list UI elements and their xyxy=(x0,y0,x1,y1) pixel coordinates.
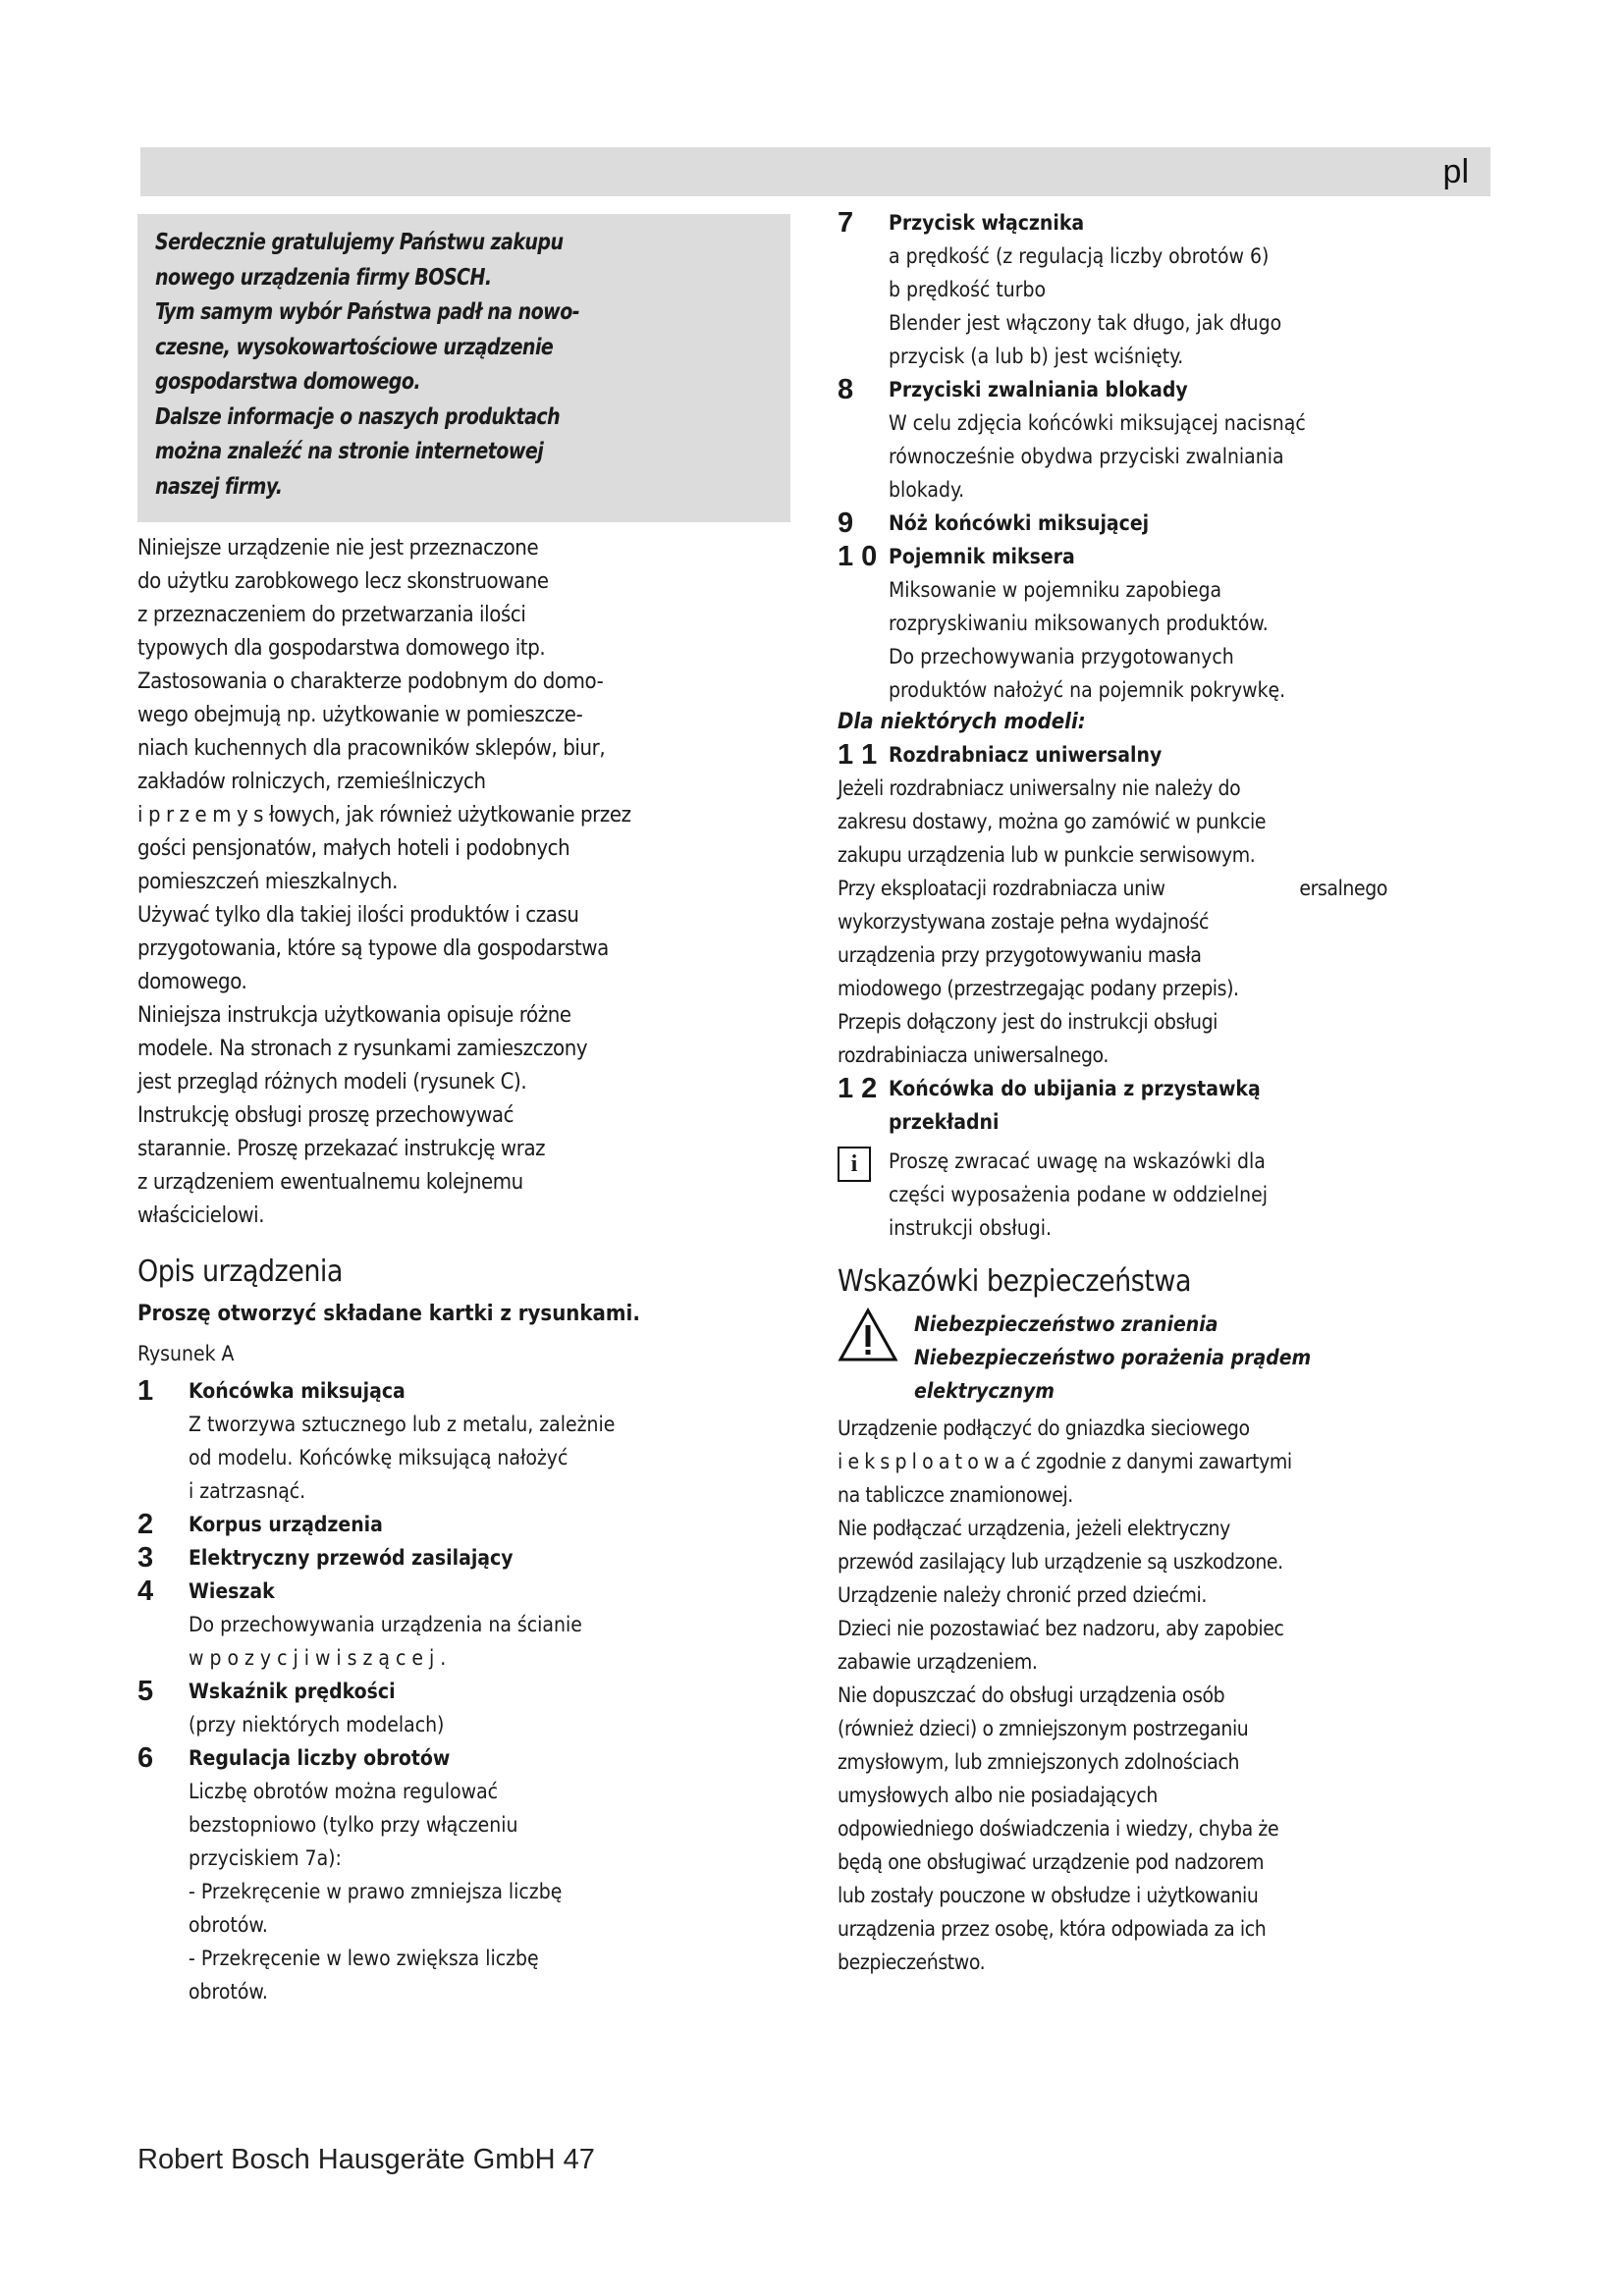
chopper-usage-paragraph: wykorzystywana zostaje pełna wydajność urządzenia przy przygotowywaniu masła miodowego (przestrzegając podany przepis). Przepis dołączony jest do instrukcji obsługi rozdrabiniacza uniwersalnego. xyxy=(838,910,1239,1067)
intro-line: Tym samym wybór Państwa padł na nowo- xyxy=(155,299,580,325)
intro-line: nowego urządzenia firmy BOSCH. xyxy=(155,264,492,291)
list-item xyxy=(838,1072,1490,1139)
item-number: 1 0 xyxy=(838,541,878,572)
intro-line: czesne, wysokowartościowe urządzenie xyxy=(155,334,554,360)
warning-triangle-icon xyxy=(838,1308,898,1362)
list-item xyxy=(137,1508,790,1541)
language-header-bar xyxy=(140,147,1490,196)
safety-paragraph-supervision: Nie dopuszczać do obsługi urządzenia osób (również dzieci) o zmniejszonym postrzeganiu zmysłowym, lub zmniejszonych zdolnościach umysłowych albo nie posiadających odpowiedniego doświadczenia i wiedzy, chyba że będą one obsługiwać urządzenie pod nadzorem lub zostały pouczone w obsłudze i użytkowaniu urządzenia przez osobę, która odpowiada za ich bezpieczeństwo. xyxy=(838,1683,1279,1974)
item-number: 2 xyxy=(137,1509,154,1540)
info-note xyxy=(838,1145,1490,1245)
page-footer: Robert Bosch Hausgeräte GmbH 47 xyxy=(137,2144,595,2175)
warning-block xyxy=(838,1308,1490,1408)
info-icon: i xyxy=(838,1147,871,1182)
item-number: 1 xyxy=(137,1375,154,1407)
item-title: Korpus urządzenia xyxy=(189,1513,383,1536)
item-number: 5 xyxy=(137,1676,154,1707)
section-heading-safety: Wskazówki bezpieczeństwa xyxy=(838,1264,1191,1299)
list-item xyxy=(838,738,1490,772)
chopper-usage-line xyxy=(838,872,1387,905)
item-description: Liczbę obrotów można regulować bezstopniowo (tylko przy włączeniu przyciskiem 7a): - Przekręcenie w prawo zmniejsza liczbę obrotów. - Przekręcenie w lewo zwiększa liczbę obrotów. xyxy=(189,1780,563,2003)
item-description: (przy niektórych modelach) xyxy=(189,1713,445,1736)
warning-text: Niebezpieczeństwo zranienia Niebezpieczeństwo porażenia prądem elektrycznym xyxy=(914,1312,1312,1403)
usage-paragraph: Niniejsze urządzenie nie jest przeznaczone do użytku zarobkowego lecz skonstruowane z przeznaczeniem do przetwarzania ilości typowych dla gospodarstwa domowego itp. Zastosowania o charakterze podobnym do domo- wego obejmują np. użytkowanie w pomieszcze- niach kuchennych dla pracowników sklepów, biur, zakładów rolniczych, rzemieślniczych i p r z e m y s łowych, jak również użytkowanie przez gości pensjonatów, małych hoteli i podobnych pomieszczeń mieszkalnych. xyxy=(137,536,631,894)
safety-paragraph-damage: Nie podłączać urządzenia, jeżeli elektryczny przewód zasilający lub urządzenie są uszkodzone. xyxy=(838,1517,1283,1574)
item-number: 8 xyxy=(838,374,854,405)
item-title: Końcówka miksująca xyxy=(189,1379,406,1403)
figure-label: Rysunek A xyxy=(137,1342,235,1365)
item-description: Z tworzywa sztucznego lub z metalu, zależnie od modelu. Końcówkę miksującą nałożyć i zatrzasnąć. xyxy=(189,1413,616,1503)
open-foldout-instruction: Proszę otworzyć składane kartki z rysunkami. xyxy=(137,1302,640,1326)
list-item xyxy=(838,507,1490,540)
intro-line: Serdecznie gratulujemy Państwu zakupu xyxy=(155,230,564,255)
item-title: Nóż końcówki miksującej xyxy=(889,511,1150,535)
some-models-label: Dla niektórych modeli: xyxy=(838,710,1086,734)
item-title: Końcówka do ubijania z przystawką przekładni xyxy=(889,1077,1261,1134)
list-item xyxy=(137,1541,790,1575)
safety-paragraph-connection: Urządzenie podłączyć do gniazdka sieciowego i e k s p l o a t o w a ć zgodnie z danymi zawartymi na tabliczce znamionowej. xyxy=(838,1416,1292,1507)
intro-line: gospodarstwa domowego. xyxy=(155,369,421,395)
section-heading-device-description: Opis urządzenia xyxy=(137,1255,343,1289)
safety-paragraph-children: Urządzenie należy chronić przed dziećmi. Dzieci nie pozostawiać bez nadzoru, aby zapobiec zabawie urządzeniem. xyxy=(838,1583,1284,1674)
list-item xyxy=(137,1575,790,1608)
info-note-text: Proszę zwracać uwagę na wskazówki dla części wyposażenia podane w oddzielnej instrukcji obsługi. xyxy=(889,1149,1268,1240)
item-number: 4 xyxy=(137,1575,154,1607)
list-item xyxy=(838,206,1490,240)
item-title: Regulacja liczby obrotów xyxy=(189,1746,451,1770)
item-number: 6 xyxy=(137,1742,154,1774)
right-column xyxy=(838,206,1490,1979)
item-description: W celu zdjęcia końcówki miksującej nacisnąć równocześnie obydwa przyciski zwalniania blokady. xyxy=(889,411,1306,502)
item-title: Przyciski zwalniania blokady xyxy=(889,378,1188,401)
item-description: a prędkość (z regulacją liczby obrotów 6) b prędkość turbo Blender jest włączony tak długo, jak długo przycisk (a lub b) jest wciśnięty. xyxy=(889,244,1282,368)
item-number: 1 1 xyxy=(838,739,878,771)
manual-paragraph: Niniejsza instrukcja użytkowania opisuje różne modele. Na stronach z rysunkami zamieszczony jest przegląd różnych modeli (rysunek C). Instrukcję obsługi proszę przechowywać starannie. Proszę przekazać instrukcję wraz z urządzeniem ewentualnemu kolejnemu właścicielowi. xyxy=(137,1003,588,1228)
intro-line: można znaleźć na stronie internetowej xyxy=(155,439,544,464)
item-title: Wieszak xyxy=(189,1579,275,1603)
list-item xyxy=(137,1741,790,1775)
chopper-usage-line-right: ersalnego xyxy=(1299,877,1387,900)
language-code: pl xyxy=(1442,153,1469,190)
intro-line: naszej firmy. xyxy=(155,473,283,500)
list-item xyxy=(838,373,1490,406)
item-number: 9 xyxy=(838,507,854,539)
item-number: 1 2 xyxy=(838,1073,878,1104)
item-description: Do przechowywania urządzenia na ścianie w p o z y c j i w i s z ą c e j . xyxy=(189,1613,582,1670)
chopper-usage-line-left: Przy eksploatacji rozdrabniacza uniw xyxy=(838,877,1165,900)
list-item xyxy=(838,540,1490,573)
item-title: Pojemnik miksera xyxy=(889,545,1075,568)
item-number: 7 xyxy=(838,207,854,239)
item-description: Miksowanie w pojemniku zapobiega rozpryskiwaniu miksowanych produktów. Do przechowywania przygotowanych produktów nałożyć na pojemnik pokrywkę. xyxy=(889,578,1286,702)
item-number: 3 xyxy=(137,1542,154,1574)
left-column xyxy=(137,214,790,2008)
intro-line: Dalsze informacje o naszych produktach xyxy=(155,403,561,430)
chopper-availability-paragraph: Jeżeli rozdrabniacz uniwersalny nie należy do zakresu dostawy, można go zamówić w punkcie zakupu urządzenia lub w punkcie serwisowym. xyxy=(838,776,1267,867)
item-title: Rozdrabniacz uniwersalny xyxy=(889,743,1163,767)
quantity-paragraph: Używać tylko dla takiej ilości produktów i czasu przygotowania, które są typowe dla gospodarstwa domowego. xyxy=(137,903,609,994)
item-title: Elektryczny przewód zasilający xyxy=(189,1546,514,1570)
item-title: Wskaźnik prędkości xyxy=(189,1680,396,1703)
parts-list xyxy=(137,1374,790,2008)
intro-box xyxy=(137,214,790,522)
list-item xyxy=(137,1374,790,1408)
list-item xyxy=(137,1675,790,1708)
item-title: Przycisk włącznika xyxy=(889,211,1085,235)
